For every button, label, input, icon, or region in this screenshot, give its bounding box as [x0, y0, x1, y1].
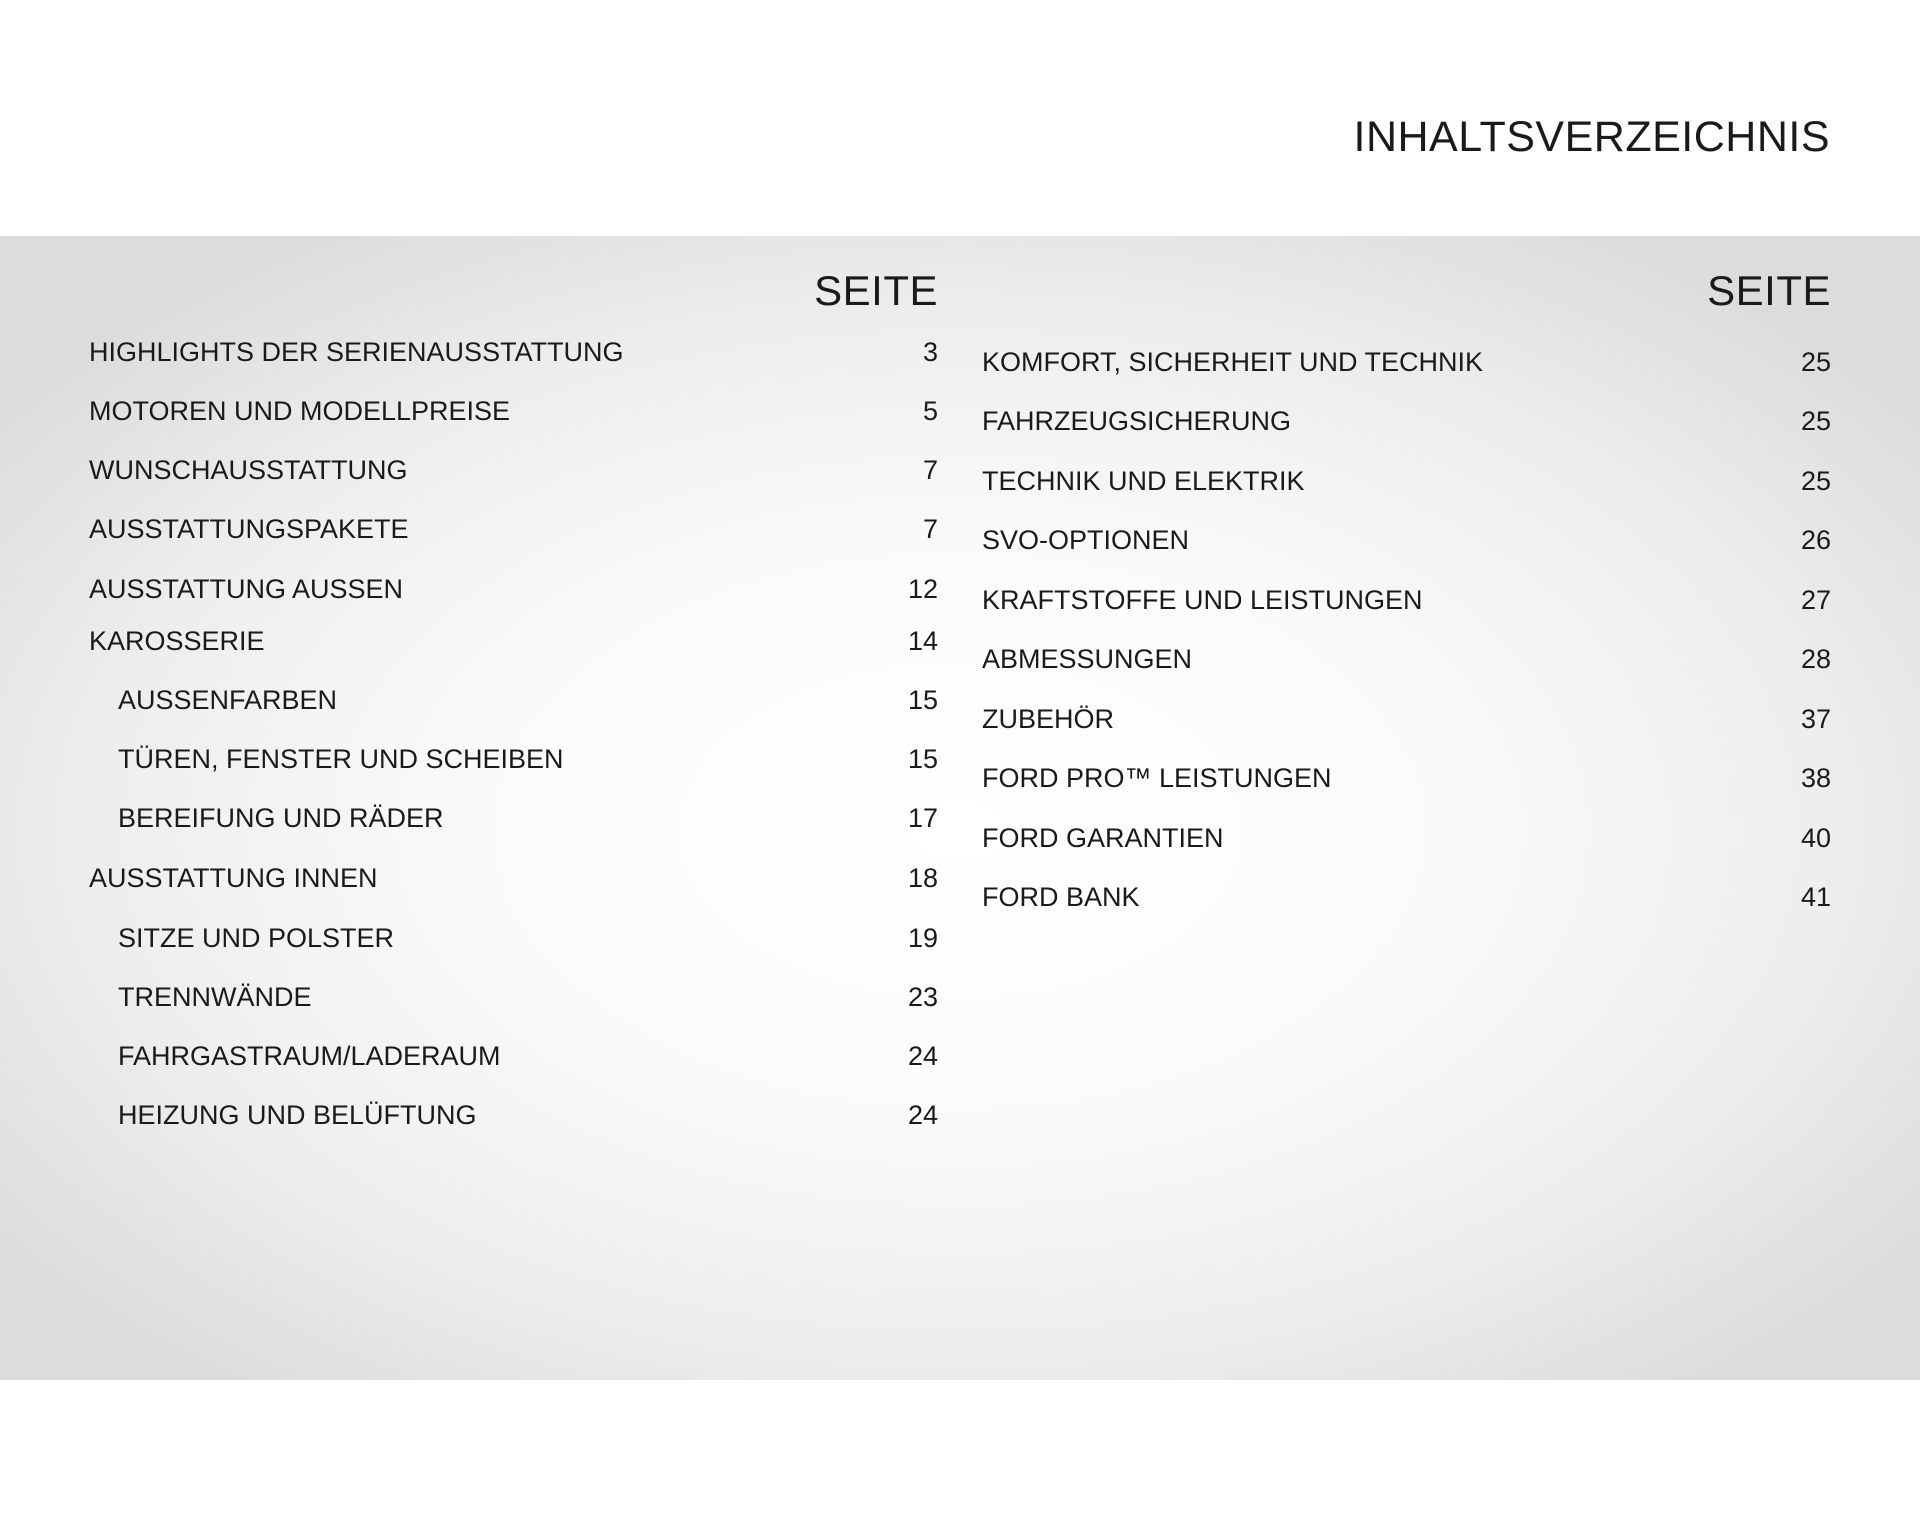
- toc-entry-label: AUSSTATTUNGSPAKETE: [89, 514, 409, 544]
- toc-entry[interactable]: [982, 522, 1831, 558]
- toc-entry-page: 23: [907, 982, 938, 1012]
- toc-entry-label: FAHRZEUGSICHERUNG: [982, 406, 1292, 436]
- toc-entry-page: 17: [907, 803, 938, 833]
- toc-entry-page: 15: [907, 685, 938, 715]
- toc-entry-page: 15: [907, 744, 938, 774]
- toc-entry-label: AUSSTATTUNG INNEN: [89, 863, 378, 893]
- toc-subentry[interactable]: [89, 1038, 938, 1074]
- toc-entry-label: WUNSCHAUSSTATTUNG: [89, 455, 408, 485]
- toc-entry[interactable]: [89, 452, 938, 488]
- toc-entry-label: KOMFORT, SICHERHEIT UND TECHNIK: [982, 347, 1484, 377]
- toc-entry[interactable]: [982, 760, 1831, 796]
- toc-subentry[interactable]: [89, 920, 938, 956]
- toc-entry[interactable]: [982, 641, 1831, 677]
- toc-entry-label: TRENNWÄNDE: [118, 982, 312, 1012]
- toc-entry-label: SVO-OPTIONEN: [982, 525, 1190, 555]
- toc-entry-label: KAROSSERIE: [89, 626, 265, 656]
- toc-entry-page: 25: [1800, 466, 1831, 496]
- toc-entry-label: AUSSTATTUNG AUSSEN: [89, 574, 404, 604]
- toc-entry-label: MOTOREN UND MODELLPREISE: [89, 396, 511, 426]
- toc-entry-page: 12: [907, 574, 938, 604]
- toc-entry-label: FORD BANK: [982, 882, 1140, 912]
- toc-entry-label: FAHRGASTRAUM/LADERAUM: [118, 1041, 501, 1071]
- left-page-header: SEITE: [814, 267, 938, 314]
- toc-entry-label: SITZE UND POLSTER: [118, 923, 395, 953]
- toc-subentry[interactable]: [89, 979, 938, 1015]
- toc-entry-label: HEIZUNG UND BELÜFTUNG: [118, 1100, 477, 1130]
- toc-entry-page: 5: [922, 396, 938, 426]
- toc-entry[interactable]: [982, 820, 1831, 856]
- toc-entry-page: 24: [907, 1100, 938, 1130]
- toc-entry-label: AUSSENFARBEN: [118, 685, 338, 715]
- toc-entry-page: 25: [1800, 406, 1831, 436]
- toc-entry-label: TECHNIK UND ELEKTRIK: [982, 466, 1305, 496]
- toc-entry[interactable]: [982, 463, 1831, 499]
- toc-entry-label: ABMESSUNGEN: [982, 644, 1193, 674]
- toc-entry-page: 28: [1800, 644, 1831, 674]
- toc-entry[interactable]: [89, 571, 938, 607]
- toc-entry-page: 3: [922, 337, 938, 367]
- toc-entry[interactable]: [89, 393, 938, 429]
- toc-entry-label: ZUBEHÖR: [982, 704, 1115, 734]
- toc-entry-label: HIGHLIGHTS DER SERIENAUSSTATTUNG: [89, 337, 624, 367]
- toc-entry[interactable]: [89, 334, 938, 370]
- toc-entry-page: 19: [907, 923, 938, 953]
- toc-subentry[interactable]: [89, 682, 938, 718]
- toc-entry-page: 24: [907, 1041, 938, 1071]
- toc-entry-label: FORD GARANTIEN: [982, 823, 1224, 853]
- toc-entry-page: 40: [1800, 823, 1831, 853]
- toc-entry-label: TÜREN, FENSTER UND SCHEIBEN: [118, 744, 564, 774]
- toc-entry-page: 14: [907, 626, 938, 656]
- toc-entry[interactable]: [982, 344, 1831, 380]
- toc-entry-page: 38: [1800, 763, 1831, 793]
- toc-entry[interactable]: [982, 582, 1831, 618]
- toc-subentry[interactable]: [89, 800, 938, 836]
- toc-subentry[interactable]: [89, 741, 938, 777]
- toc-entry-page: 18: [907, 863, 938, 893]
- toc-panel: [0, 236, 1920, 1380]
- toc-entry-page: 26: [1800, 525, 1831, 555]
- toc-entry[interactable]: [982, 403, 1831, 439]
- toc-entry[interactable]: [89, 860, 938, 896]
- toc-entry-page: 37: [1800, 704, 1831, 734]
- toc-entry[interactable]: [982, 879, 1831, 915]
- toc-subentry[interactable]: [89, 1097, 938, 1133]
- toc-entry[interactable]: [89, 623, 938, 659]
- toc-entry-label: KRAFTSTOFFE UND LEISTUNGEN: [982, 585, 1423, 615]
- toc-entry-page: 7: [922, 514, 938, 544]
- toc-entry-page: 25: [1800, 347, 1831, 377]
- right-page-header: SEITE: [1707, 267, 1831, 314]
- toc-entry-label: FORD PRO™ LEISTUNGEN: [982, 763, 1332, 793]
- toc-entry-page: 27: [1800, 585, 1831, 615]
- toc-entry-page: 7: [922, 455, 938, 485]
- toc-entry[interactable]: [982, 701, 1831, 737]
- page-title: INHALTSVERZEICHNIS: [1353, 113, 1830, 161]
- toc-entry[interactable]: [89, 511, 938, 547]
- toc-entry-page: 41: [1800, 882, 1831, 912]
- toc-entry-label: BEREIFUNG UND RÄDER: [118, 803, 444, 833]
